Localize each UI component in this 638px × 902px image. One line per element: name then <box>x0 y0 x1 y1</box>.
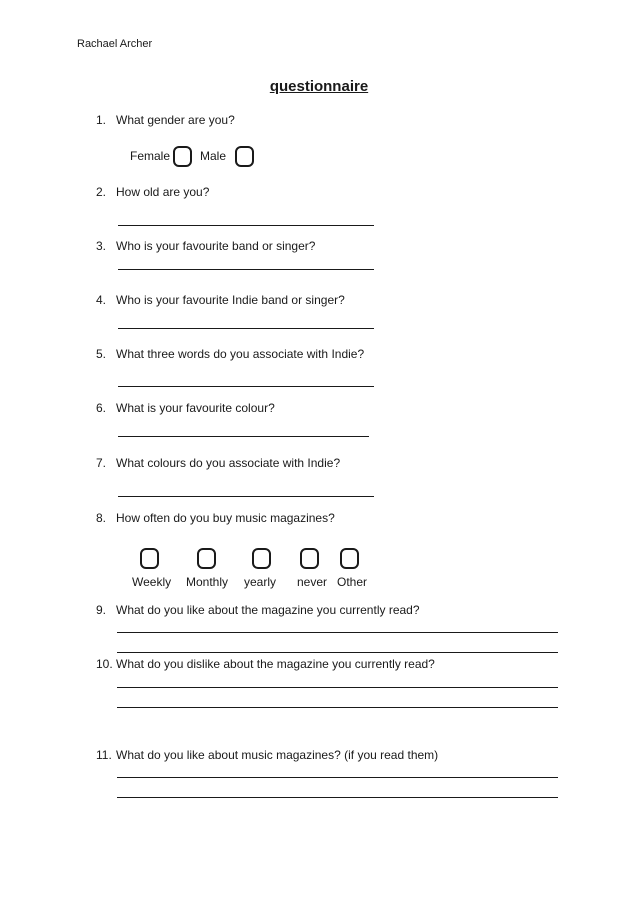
question-number: 6. <box>96 401 107 415</box>
option-label-weekly: Weekly <box>132 575 172 589</box>
checkbox-male[interactable] <box>235 146 254 167</box>
question-2 <box>96 185 209 199</box>
question-number: 7. <box>96 456 107 470</box>
answer-line[interactable] <box>117 797 558 798</box>
answer-line[interactable] <box>118 386 374 387</box>
question-4 <box>96 293 345 307</box>
answer-line[interactable] <box>117 777 558 778</box>
answer-line[interactable] <box>118 269 374 270</box>
checkbox-monthly[interactable] <box>197 548 216 569</box>
question-text: How often do you buy music magazines? <box>116 511 335 525</box>
option-label-male: Male <box>200 149 227 163</box>
question-9 <box>96 603 420 617</box>
question-text: How old are you? <box>116 185 210 199</box>
question-number: 3. <box>96 239 107 253</box>
question-number: 10. <box>96 657 113 671</box>
question-number: 1. <box>96 113 107 127</box>
question-text: What colours do you associate with Indie? <box>116 456 341 470</box>
question-text: What do you like about the magazine you currently read? <box>116 603 420 617</box>
question-number: 11. <box>96 748 112 762</box>
answer-line[interactable] <box>118 496 374 497</box>
answer-line[interactable] <box>118 225 374 226</box>
option-label-yearly: yearly <box>244 575 277 589</box>
answer-line[interactable] <box>118 436 369 437</box>
checkbox-female[interactable] <box>173 146 192 167</box>
question-number: 9. <box>96 603 107 617</box>
checkbox-yearly[interactable] <box>252 548 271 569</box>
answer-line[interactable] <box>117 687 558 688</box>
question-text: What gender are you? <box>116 113 235 127</box>
answer-line[interactable] <box>117 632 558 633</box>
question-text: What do you dislike about the magazine you currently read? <box>116 657 435 671</box>
answer-line[interactable] <box>117 652 558 653</box>
question-text: What three words do you associate with Indie? <box>116 347 365 361</box>
question-text: What is your favourite colour? <box>116 401 275 415</box>
question-number: 5. <box>96 347 107 361</box>
question-number: 8. <box>96 511 107 525</box>
answer-line[interactable] <box>117 707 558 708</box>
page-title: questionnaire <box>269 78 369 95</box>
question-text: Who is your favourite Indie band or singer? <box>116 293 345 307</box>
author-name: Rachael Archer <box>77 38 153 50</box>
checkbox-weekly[interactable] <box>140 548 159 569</box>
checkbox-other[interactable] <box>340 548 359 569</box>
question-text: Who is your favourite band or singer? <box>116 239 316 253</box>
question-3 <box>96 239 315 253</box>
option-label-monthly: Monthly <box>186 575 229 589</box>
question-text: What do you like about music magazines? (if you read them) <box>116 748 439 762</box>
checkbox-never[interactable] <box>300 548 319 569</box>
option-label-never: never <box>297 575 328 589</box>
question-number: 4. <box>96 293 107 307</box>
question-10 <box>96 657 435 671</box>
answer-line[interactable] <box>118 328 374 329</box>
question-6 <box>96 401 275 415</box>
question-1 <box>96 113 235 127</box>
question-8 <box>96 511 335 525</box>
question-11 <box>96 748 438 762</box>
option-label-other: Other <box>337 575 368 589</box>
question-5 <box>96 347 364 361</box>
option-label-female: Female <box>130 149 171 163</box>
question-7 <box>96 456 340 470</box>
question-number: 2. <box>96 185 107 199</box>
